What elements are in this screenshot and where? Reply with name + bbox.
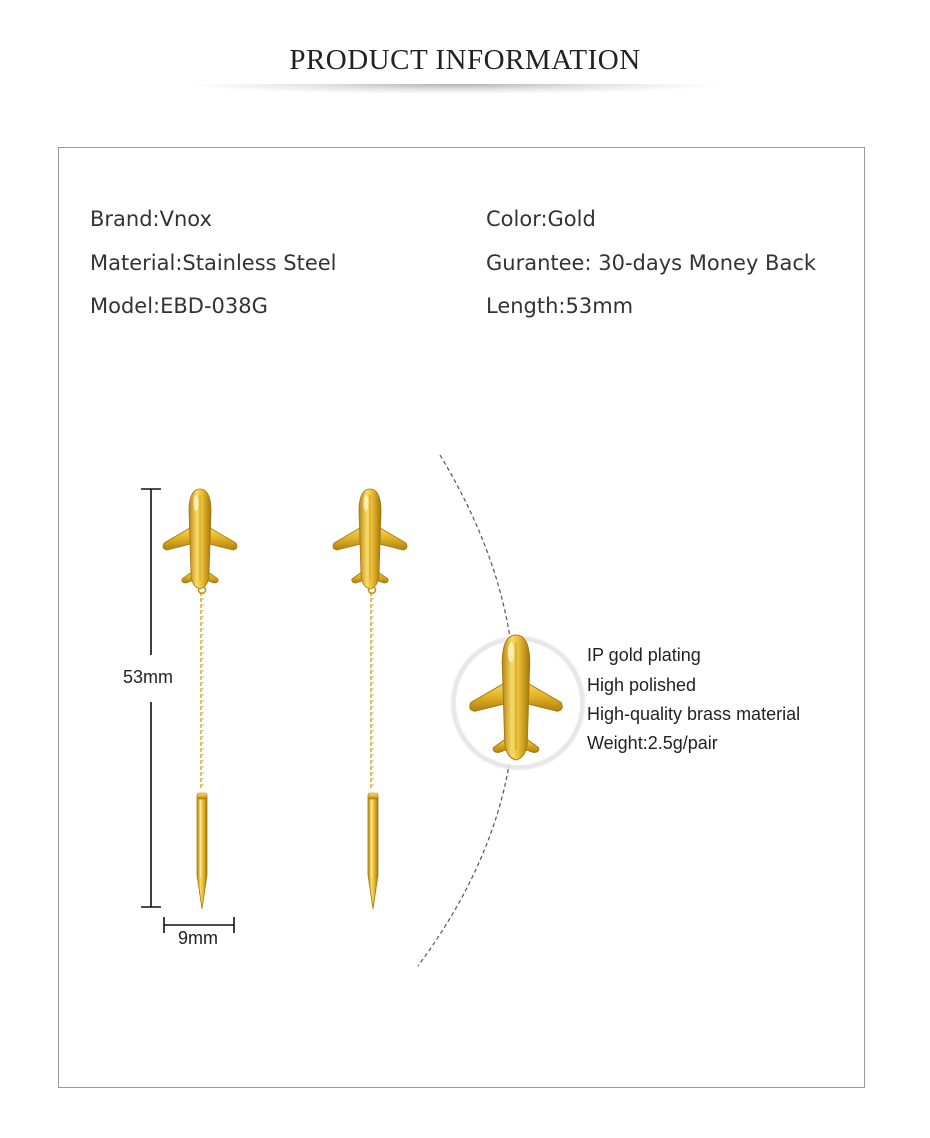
spec-material: Material:Stainless Steel — [90, 251, 337, 275]
feature-polished: High polished — [587, 675, 697, 695]
feature-weight: Weight:2.5g/pair — [587, 733, 718, 753]
spec-guarantee: Gurantee: 30-days Money Back — [486, 251, 817, 275]
feature-plating: IP gold plating — [587, 645, 701, 665]
width-dimension-label: 9mm — [178, 928, 218, 948]
spec-length: Length:53mm — [486, 294, 634, 318]
earring-left — [163, 489, 237, 909]
earring-right — [333, 489, 407, 909]
page-title: PRODUCT INFORMATION — [289, 44, 641, 76]
feature-material: High-quality brass material — [587, 704, 801, 724]
spec-brand: Brand:Vnox — [90, 207, 212, 231]
spec-model: Model:EBD-038G — [90, 294, 268, 318]
spec-color: Color:Gold — [486, 207, 596, 231]
length-dimension-label: 53mm — [123, 667, 174, 687]
